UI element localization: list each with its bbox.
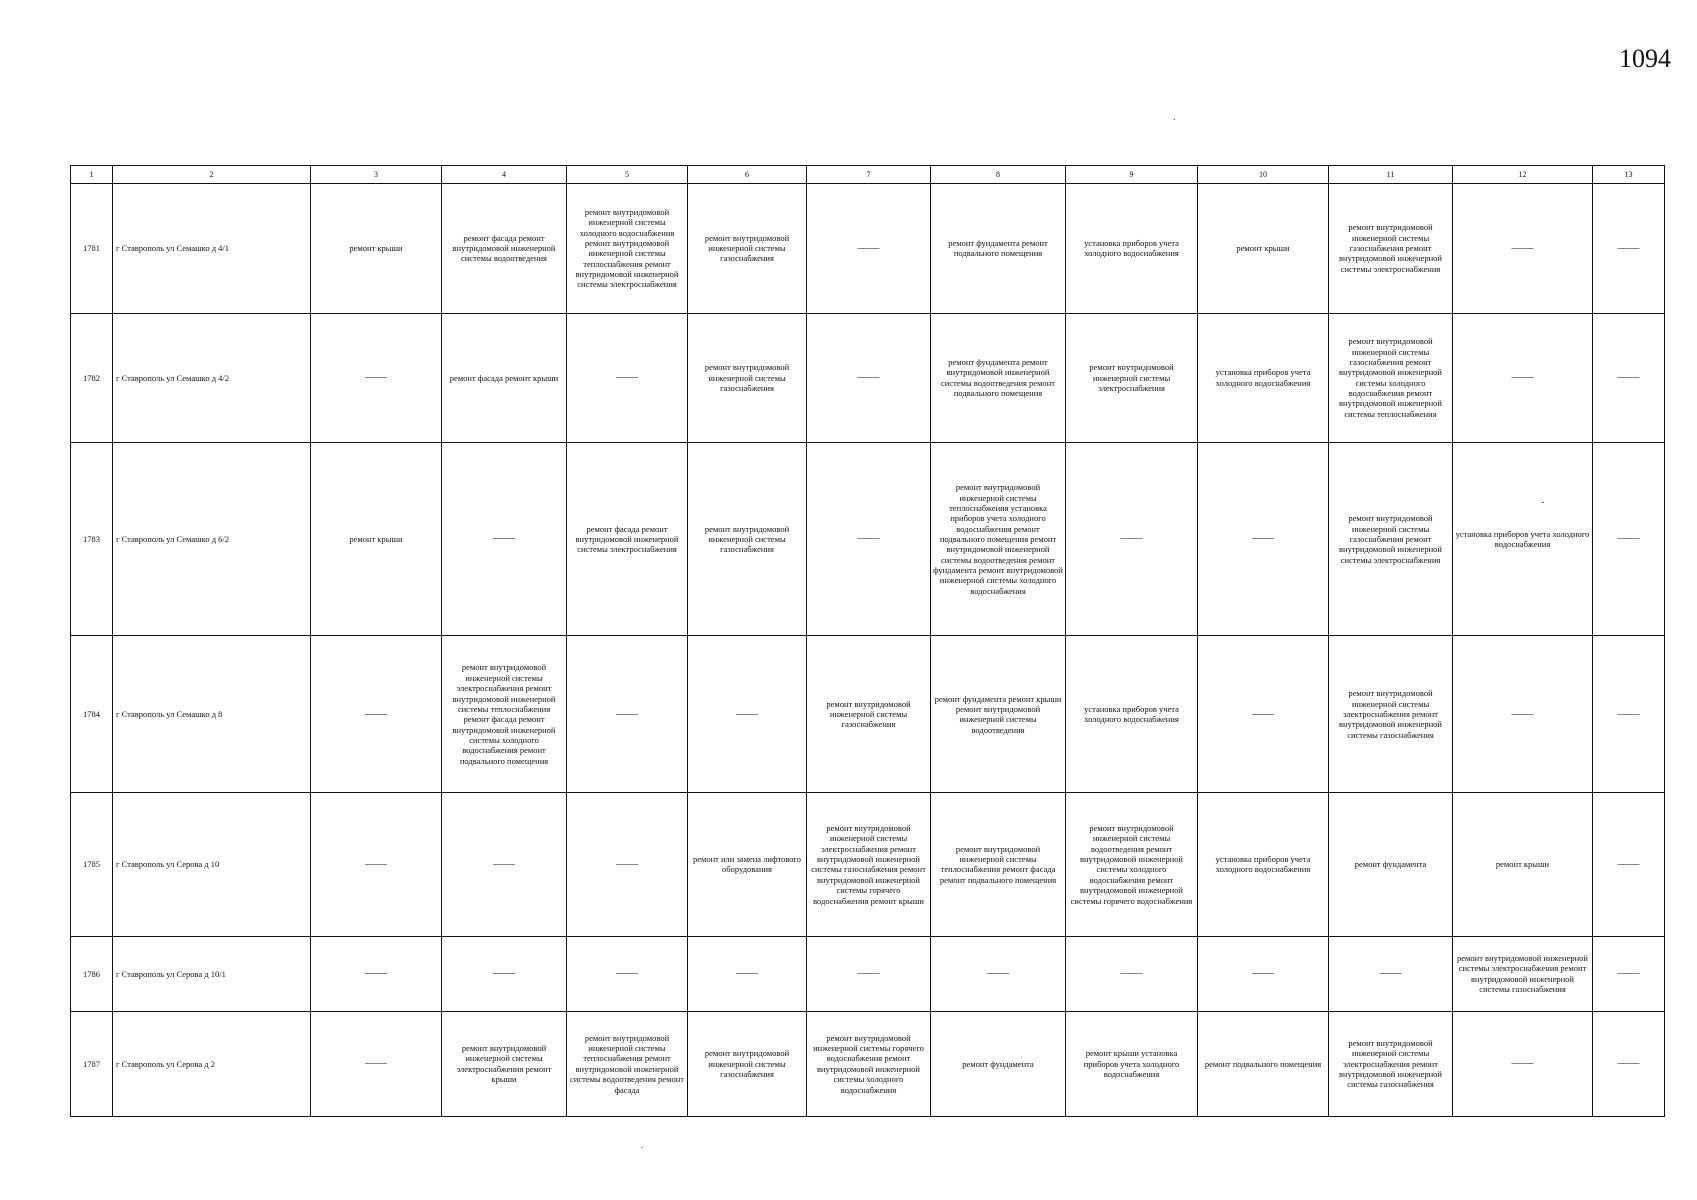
- work-cell: ремонт фасада ремонт внутридомовой инженерной системы электроснабжения: [567, 443, 688, 636]
- work-cell: ——: [807, 313, 931, 443]
- work-cell: ремонт внутридомовой инженерной системы газоснабжения ремонт внутридомовой инженерной системы электроснабжения: [1329, 443, 1453, 636]
- work-cell: ——: [1198, 936, 1329, 1011]
- work-cell: ремонт внутридомовой инженерной системы электроснабжения ремонт внутридомовой инженерной системы теплоснабжения ремонт фасада ремонт внутридомовой инженерной системы холодного водоснабжения ремонт подвального помещения: [442, 636, 567, 793]
- table-row: [71, 184, 1665, 314]
- work-cell: ремонт или замена лифтового оборудования: [688, 793, 807, 937]
- work-cell: ——: [311, 636, 442, 793]
- work-cell: ремонт внутридомовой инженерной системы газоснабжения: [807, 636, 931, 793]
- work-cell: ремонт внутридомовой инженерной системы электроснабжения: [1066, 313, 1198, 443]
- table-row: [71, 636, 1665, 793]
- work-cell: ремонт крыши: [311, 443, 442, 636]
- column-header: 1: [71, 166, 113, 184]
- work-cell: установка приборов учета холодного водоснабжения: [1198, 793, 1329, 937]
- work-cell: ремонт внутридомовой инженерной системы газоснабжения ремонт внутридомовой инженерной системы электроснабжения: [1329, 184, 1453, 314]
- work-cell: ремонт фасада ремонт внутридомовой инженерной системы водоотведения: [442, 184, 567, 314]
- work-cell: ремонт внутридомовой инженерной системы водоотведения ремонт внутридомовой инженерной системы холодного водоснабжения ремонт внутридомовой инженерной системы горячего водоснабжения: [1066, 793, 1198, 937]
- address-cell: г Ставрополь ул Серова д 10/1: [113, 936, 311, 1011]
- table-row: [71, 443, 1665, 636]
- address-cell: г Ставрополь ул Семашко д 6/2: [113, 443, 311, 636]
- work-cell: установка приборов учета холодного водоснабжения: [1198, 313, 1329, 443]
- work-cell: ——: [442, 443, 567, 636]
- work-cell: ремонт внутридомовой инженерной системы газоснабжения: [688, 1011, 807, 1116]
- work-cell: ——: [688, 936, 807, 1011]
- work-cell: ——: [1453, 184, 1593, 314]
- table-row: [71, 1011, 1665, 1116]
- column-header: 10: [1198, 166, 1329, 184]
- work-cell: ——: [1453, 313, 1593, 443]
- address-cell: г Ставрополь ул Семашко д 4/1: [113, 184, 311, 314]
- work-cell: ——: [1329, 936, 1453, 1011]
- work-cell: ремонт внутридомовой инженерной системы теплоснабжения ремонт фасада ремонт подвального помещения: [931, 793, 1066, 937]
- work-cell: ремонт внутридомовой инженерной системы теплоснабжения установка приборов учета холодного водоснабжения ремонт подвального помещения ремонт внутридомовой инженерной системы водоотведения ремонт фундамента ремонт внутридомовой инженерной системы холодного водоснабжения: [931, 443, 1066, 636]
- repair-schedule-table: [70, 165, 1665, 1117]
- work-cell: ремонт крыши установка приборов учета холодного водоснабжения: [1066, 1011, 1198, 1116]
- scan-speck: .: [1173, 112, 1176, 123]
- work-cell: ремонт внутридомовой инженерной системы теплоснабжения ремонт внутридомовой инженерной системы водоотведения ремонт фасада: [567, 1011, 688, 1116]
- column-header: 9: [1066, 166, 1198, 184]
- row-number-cell: 1786: [71, 936, 113, 1011]
- column-header: 13: [1593, 166, 1665, 184]
- work-cell: ——: [1066, 936, 1198, 1011]
- work-cell: ремонт внутридомовой инженерной системы электроснабжения ремонт внутридомовой инженерной системы газоснабжения: [1329, 1011, 1453, 1116]
- address-cell: г Ставрополь ул Серова д 10: [113, 793, 311, 937]
- work-cell: ——: [1593, 936, 1665, 1011]
- work-cell: ——: [442, 936, 567, 1011]
- address-cell: г Ставрополь ул Семашко д 4/2: [113, 313, 311, 443]
- table-row: [71, 793, 1665, 937]
- row-number-cell: 1783: [71, 443, 113, 636]
- work-cell: ——: [311, 1011, 442, 1116]
- work-cell: ——: [1593, 184, 1665, 314]
- row-number-cell: 1787: [71, 1011, 113, 1116]
- work-cell: ——: [1593, 443, 1665, 636]
- work-cell: ——: [1593, 313, 1665, 443]
- work-cell: ремонт внутридомовой инженерной системы холодного водоснабжения ремонт внутридомовой инженерной системы теплоснабжения ремонт внутридомовой инженерной системы электроснабжения: [567, 184, 688, 314]
- table-row: [71, 936, 1665, 1011]
- column-header: 3: [311, 166, 442, 184]
- work-cell: ——: [807, 443, 931, 636]
- work-cell: установка приборов учета холодного водоснабжения: [1066, 636, 1198, 793]
- work-cell: ——: [311, 936, 442, 1011]
- work-cell: ремонт внутридомовой инженерной системы газоснабжения: [688, 313, 807, 443]
- work-cell: ремонт крыши: [311, 184, 442, 314]
- work-cell: ——: [1453, 1011, 1593, 1116]
- work-cell: ——: [567, 313, 688, 443]
- work-cell: ремонт внутридомовой инженерной системы электроснабжения ремонт крыши: [442, 1011, 567, 1116]
- work-cell: ——: [1593, 793, 1665, 937]
- work-cell: ——: [567, 793, 688, 937]
- work-cell: ——: [1593, 1011, 1665, 1116]
- work-cell: установка приборов учета холодного водоснабжения: [1453, 443, 1593, 636]
- column-header: 8: [931, 166, 1066, 184]
- work-cell: ——: [931, 936, 1066, 1011]
- work-cell: ——: [567, 636, 688, 793]
- work-cell: ремонт фундамента ремонт крыши ремонт внутридомовой инженерной системы водоотведения: [931, 636, 1066, 793]
- scan-speck: .: [641, 1140, 644, 1151]
- column-header: 4: [442, 166, 567, 184]
- work-cell: ——: [807, 184, 931, 314]
- work-cell: ремонт крыши: [1453, 793, 1593, 937]
- work-cell: ремонт внутридомовой инженерной системы электроснабжения ремонт внутридомовой инженерной системы газоснабжения: [1329, 636, 1453, 793]
- row-number-cell: 1785: [71, 793, 113, 937]
- column-header: 6: [688, 166, 807, 184]
- row-number-cell: 1781: [71, 184, 113, 314]
- column-header: 5: [567, 166, 688, 184]
- work-cell: ремонт внутридомовой инженерной системы газоснабжения ремонт внутридомовой инженерной системы холодного водоснабжения ремонт внутридомовой инженерной системы теплоснабжения: [1329, 313, 1453, 443]
- work-cell: ремонт подвального помещения: [1198, 1011, 1329, 1116]
- work-cell: ремонт внутридомовой инженерной системы электроснабжения ремонт внутридомовой инженерной системы газоснабжения ремонт внутридомовой инженерной системы горячего водоснабжения ремонт крыши: [807, 793, 931, 937]
- page-number: 1094: [1619, 44, 1671, 73]
- work-cell: ремонт фундамента: [1329, 793, 1453, 937]
- column-header: 7: [807, 166, 931, 184]
- table-row: [71, 313, 1665, 443]
- work-cell: ——: [311, 793, 442, 937]
- work-cell: ——: [567, 936, 688, 1011]
- work-cell: ремонт внутридомовой инженерной системы газоснабжения: [688, 443, 807, 636]
- work-cell: ——: [807, 936, 931, 1011]
- work-cell: ——: [1198, 443, 1329, 636]
- work-cell: ремонт внутридомовой инженерной системы газоснабжения: [688, 184, 807, 314]
- work-cell: ——: [311, 313, 442, 443]
- row-number-cell: 1784: [71, 636, 113, 793]
- work-cell: ——: [688, 636, 807, 793]
- work-cell: ——: [442, 793, 567, 937]
- work-cell: ——: [1453, 636, 1593, 793]
- work-cell: ——: [1198, 636, 1329, 793]
- address-cell: г Ставрополь ул Семашко д 8: [113, 636, 311, 793]
- work-cell: ——: [1066, 443, 1198, 636]
- column-header: 11: [1329, 166, 1453, 184]
- work-cell: ремонт внутридомовой инженерной системы электроснабжения ремонт внутридомовой инженерной системы газоснабжения: [1453, 936, 1593, 1011]
- work-cell: ремонт фасада ремонт крыши: [442, 313, 567, 443]
- row-number-cell: 1782: [71, 313, 113, 443]
- column-header: 2: [113, 166, 311, 184]
- work-cell: ремонт фундамента: [931, 1011, 1066, 1116]
- work-cell: ремонт фундамента ремонт внутридомовой инженерной системы водоотведения ремонт подвального помещения: [931, 313, 1066, 443]
- work-cell: установка приборов учета холодного водоснабжения: [1066, 184, 1198, 314]
- work-cell: ремонт внутридомовой инженерной системы горячего водоснабжения ремонт внутридомовой инженерной системы холодного водоснабжения: [807, 1011, 931, 1116]
- work-cell: ремонт фундамента ремонт подвального помещения: [931, 184, 1066, 314]
- address-cell: г Ставрополь ул Серова д 2: [113, 1011, 311, 1116]
- column-header: 12: [1453, 166, 1593, 184]
- work-cell: ремонт крыши: [1198, 184, 1329, 314]
- scan-speck: -: [1541, 497, 1545, 508]
- column-number-header: [71, 166, 1665, 184]
- work-cell: ——: [1593, 636, 1665, 793]
